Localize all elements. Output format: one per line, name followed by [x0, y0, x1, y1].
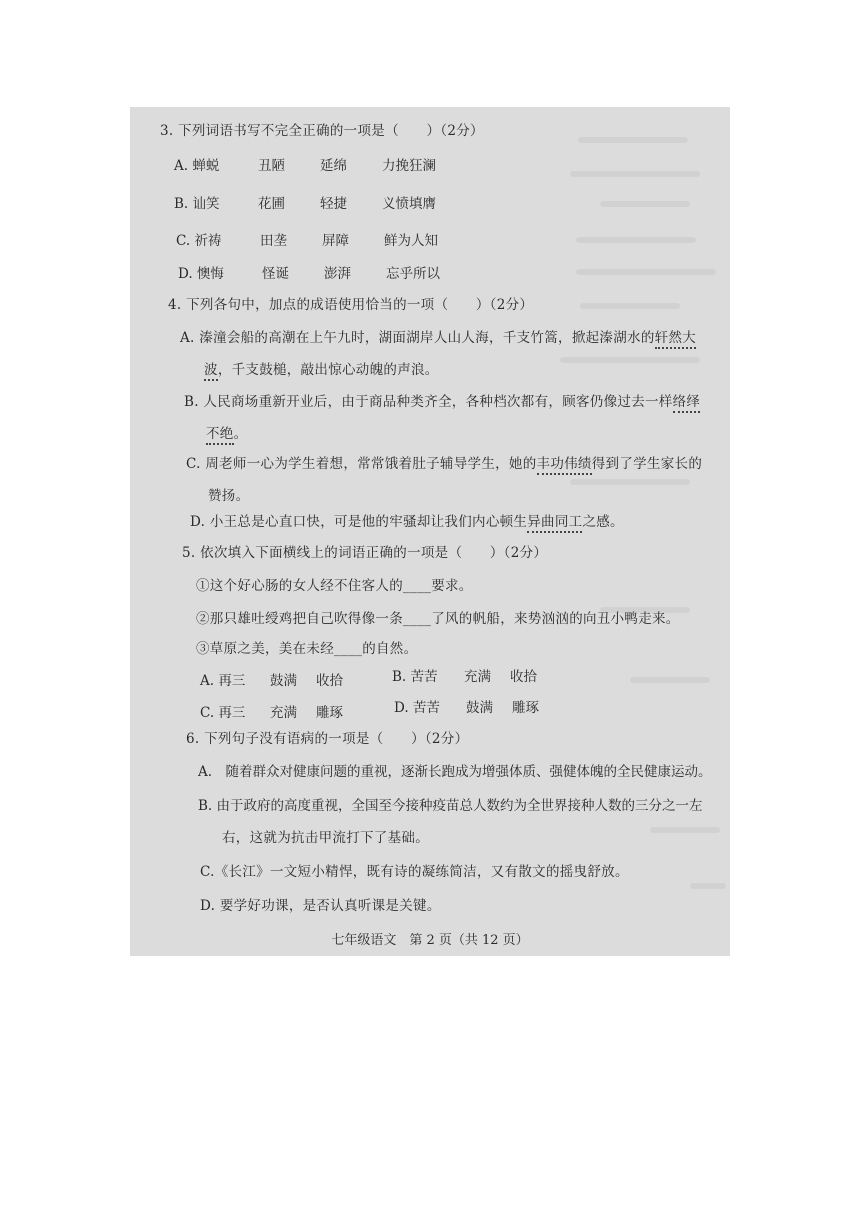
q4-option-d-text-end: 之感。 [582, 514, 624, 530]
q3-option-c-word-1: C. 祈祷 [176, 233, 222, 249]
q4-option-c-idiom: 丰功伟绩 [537, 456, 592, 475]
q5-option-b-word-2: 充满 [464, 669, 491, 685]
q5-option-d-word-3: 雕琢 [512, 700, 539, 716]
bleed-through-mark [690, 883, 726, 889]
q6-option-b-line-2: 右，这就为抗击甲流打下了基础。 [222, 830, 429, 846]
q3-option-d-word-1: D. 懊悔 [178, 266, 224, 282]
q4-option-c-line-1 [186, 455, 702, 473]
q4-option-b-idiom-end: 不绝 [206, 426, 234, 445]
bleed-through-mark [570, 479, 690, 485]
q6-stem: 6. 下列句子没有语病的一项是（ ）（2分） [186, 731, 469, 747]
q3-option-d-word-4: 忘乎所以 [386, 266, 440, 282]
q3-option-a-word-4: 力挽狂澜 [382, 158, 436, 174]
bleed-through-mark [576, 237, 696, 243]
bleed-through-mark [650, 827, 720, 833]
bleed-through-mark [576, 269, 716, 275]
scanned-exam-page [130, 107, 730, 956]
q3-option-d-word-3: 澎湃 [324, 266, 351, 282]
q4-option-a-idiom-end: 波 [204, 362, 218, 381]
q5-sentence-3: ③草原之美，美在未经____的自然。 [196, 641, 418, 657]
bleed-through-mark [578, 137, 688, 143]
q5-option-a-word-1: A. 再三 [200, 673, 246, 689]
q4-option-b-idiom: 络绎 [673, 394, 701, 413]
q3-option-a-word-2: 丑陋 [258, 158, 285, 174]
q5-option-d-word-1: D. 苦苦 [394, 700, 440, 716]
q5-option-d-word-2: 鼓满 [466, 700, 493, 716]
q5-option-b-word-3: 收拾 [510, 669, 537, 685]
q3-option-c-word-2: 田垄 [260, 233, 287, 249]
q3-option-a-word-3: 延绵 [320, 158, 347, 174]
bleed-through-mark [580, 303, 680, 309]
q4-option-c-line-2: 赞扬。 [208, 488, 250, 504]
page-footer: 七年级语文 第 2 页（共 12 页） [331, 933, 529, 948]
q5-option-a-word-3: 收拾 [316, 673, 343, 689]
bleed-through-mark [630, 677, 710, 683]
q3-option-b-word-2: 花圃 [258, 196, 285, 212]
q4-option-d-idiom: 异曲同工 [527, 514, 582, 533]
q4-option-a-text: A. 溱潼会船的高潮在上午九时，湖面湖岸人山人海，千支竹篙，掀起溱湖水的 [180, 330, 655, 346]
q4-option-d-text: D. 小王总是心直口快，可是他的牢骚却让我们内心顿生 [190, 514, 528, 530]
q5-option-c-word-3: 雕琢 [316, 705, 343, 721]
q4-option-c-text-mid: 得到了学生家长的 [591, 456, 703, 472]
q4-option-c-text: C. 周老师一心为学生着想，常常饿着肚子辅导学生，她的 [186, 456, 537, 472]
q4-option-b-text-end: 。 [233, 426, 248, 442]
q3-option-b-word-1: B. 讪笑 [174, 196, 220, 212]
q3-option-b-word-3: 轻捷 [320, 196, 347, 212]
q3-option-a-word-1: A. 蝉蜕 [174, 158, 220, 174]
bleed-through-mark [560, 357, 700, 363]
q5-sentence-2: ②那只雄吐绶鸡把自己吹得像一条____了风的帆船，来势汹汹的向丑小鸭走来。 [196, 611, 680, 627]
q3-stem: 3. 下列词语书写不完全正确的一项是（ ）（2分） [160, 123, 484, 139]
q4-option-b-line-1 [184, 393, 700, 411]
bleed-through-mark [600, 201, 690, 207]
q3-option-b-word-4: 义愤填膺 [382, 196, 436, 212]
q5-option-a-word-2: 鼓满 [270, 673, 297, 689]
q6-option-c: C.《长江》一文短小精悍，既有诗的凝练简洁，又有散文的摇曳舒放。 [200, 864, 629, 880]
q6-option-a: A. 随着群众对健康问题的重视，逐渐长跑成为增强体质、强健体魄的全民健康运动。 [198, 764, 712, 780]
q6-option-b-line-1: B. 由于政府的高度重视，全国至今接种疫苗总人数约为全世界接种人数的三分之一左 [198, 798, 703, 814]
q3-option-c-word-3: 屏障 [322, 233, 349, 249]
q4-option-d [190, 513, 624, 531]
q4-option-a-text-end: ，千支鼓槌，敲出惊心动魄的声浪。 [217, 362, 439, 378]
q3-option-c-word-4: 鲜为人知 [384, 233, 438, 249]
q4-option-b-text: B. 人民商场重新开业后，由于商品种类齐全，各种档次都有，顾客仍像过去一样 [184, 394, 673, 410]
q5-stem: 5. 依次填入下面横线上的词语正确的一项是（ ）（2分） [182, 545, 548, 561]
q4-option-a-idiom: 轩然大 [655, 330, 696, 349]
q5-sentence-1: ①这个好心肠的女人经不住客人的____要求。 [196, 578, 473, 594]
q5-option-c-word-1: C. 再三 [200, 705, 246, 721]
q5-option-b-word-1: B. 苦苦 [392, 669, 438, 685]
q4-option-b-line-2 [206, 425, 247, 443]
q4-option-a-line-1 [180, 329, 696, 347]
q4-option-a-line-2 [204, 361, 439, 379]
q6-option-d: D. 要学好功课，是否认真听课是关键。 [200, 898, 441, 914]
q4-stem: 4. 下列各句中，加点的成语使用恰当的一项（ ）（2分） [168, 297, 534, 313]
q3-option-d-word-2: 怪诞 [262, 266, 289, 282]
q5-option-c-word-2: 充满 [270, 705, 297, 721]
bleed-through-mark [570, 171, 700, 177]
